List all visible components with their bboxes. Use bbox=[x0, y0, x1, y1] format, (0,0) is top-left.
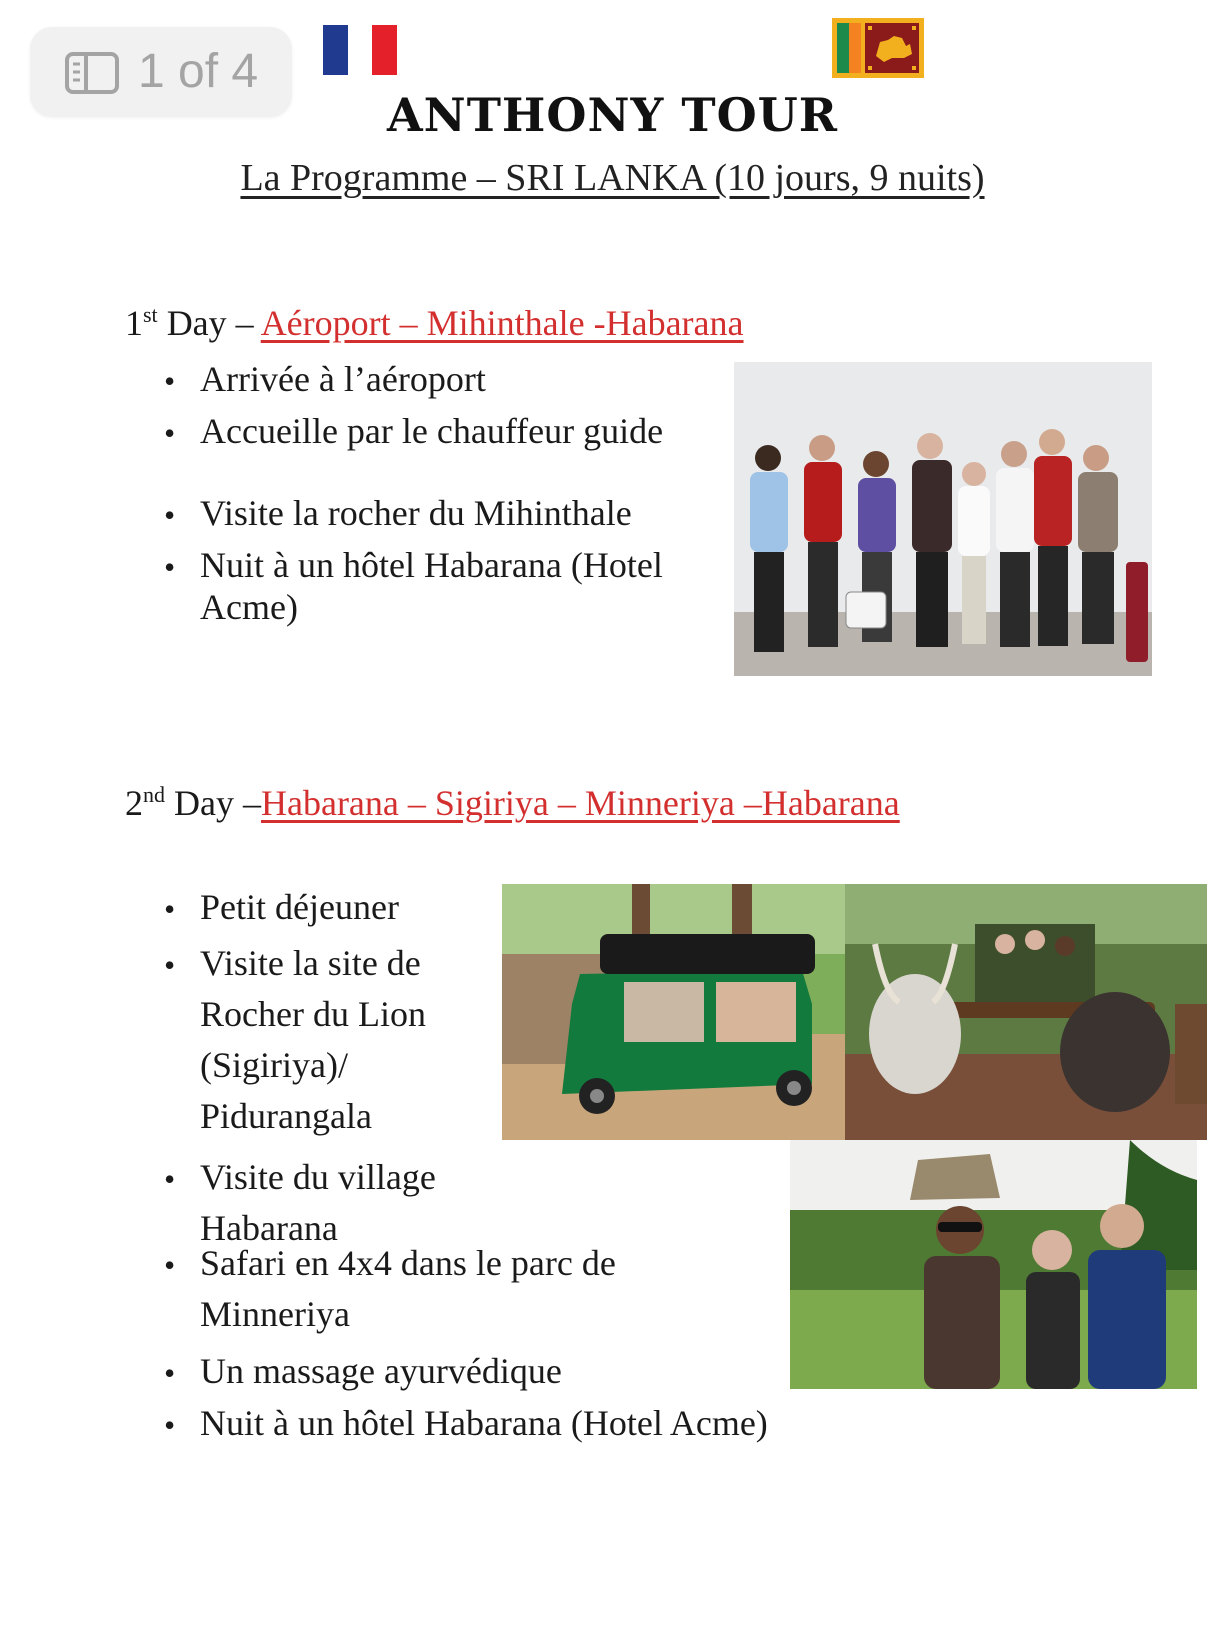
day-label: Day – bbox=[174, 783, 261, 823]
list-item: • Arrivée à l’aéroport bbox=[160, 358, 720, 400]
list-item: • Un massage ayurvédique bbox=[160, 1350, 810, 1392]
sri-lanka-flag-icon bbox=[832, 18, 924, 78]
day-number: 2 bbox=[125, 783, 143, 823]
list-item: • Nuit à un hôtel Habarana (Hotel Acme) bbox=[160, 1402, 810, 1444]
list-item: • Visite du village Habarana bbox=[160, 1152, 460, 1254]
page-indicator-text: 1 of 4 bbox=[138, 45, 259, 98]
brand-title: ANTHONY TOUR bbox=[386, 88, 839, 142]
day-1-activities bbox=[160, 358, 720, 638]
day-label: Day – bbox=[166, 303, 254, 343]
ox-cart-photo bbox=[845, 884, 1207, 1140]
sigiriya-photo bbox=[790, 1140, 1197, 1389]
list-item: • Visite la rocher du Mihinthale bbox=[160, 492, 720, 534]
day-2-activities-b bbox=[160, 1238, 810, 1454]
group-photo bbox=[734, 362, 1152, 676]
program-subtitle: La Programme – SRI LANKA (10 jours, 9 nuits) bbox=[240, 157, 985, 199]
day-number: 1 bbox=[125, 303, 143, 343]
day-1-heading bbox=[125, 302, 744, 344]
list-item: • Accueille par le chauffeur guide bbox=[160, 410, 720, 452]
day-ordinal: st bbox=[143, 302, 158, 327]
list-item: • Nuit à un hôtel Habarana (Hotel Acme) bbox=[160, 544, 720, 628]
list-item: • Safari en 4x4 dans le parc de Minneriya bbox=[160, 1238, 670, 1340]
list-item: • Visite la site de Rocher du Lion (Sigiriya)/ Pidurangala bbox=[160, 938, 460, 1142]
day-ordinal: nd bbox=[143, 782, 165, 807]
day-2-activities-a bbox=[160, 886, 460, 1264]
day-1-route: Aéroport – Mihinthale -Habarana bbox=[260, 303, 744, 343]
day-2-heading bbox=[125, 782, 900, 824]
list-item: • Petit déjeuner bbox=[160, 886, 460, 928]
tuk-tuk-photo bbox=[502, 884, 845, 1140]
day-2-route: Habarana – Sigiriya – Minneriya –Habarana bbox=[260, 783, 900, 823]
france-flag-icon bbox=[323, 25, 397, 75]
